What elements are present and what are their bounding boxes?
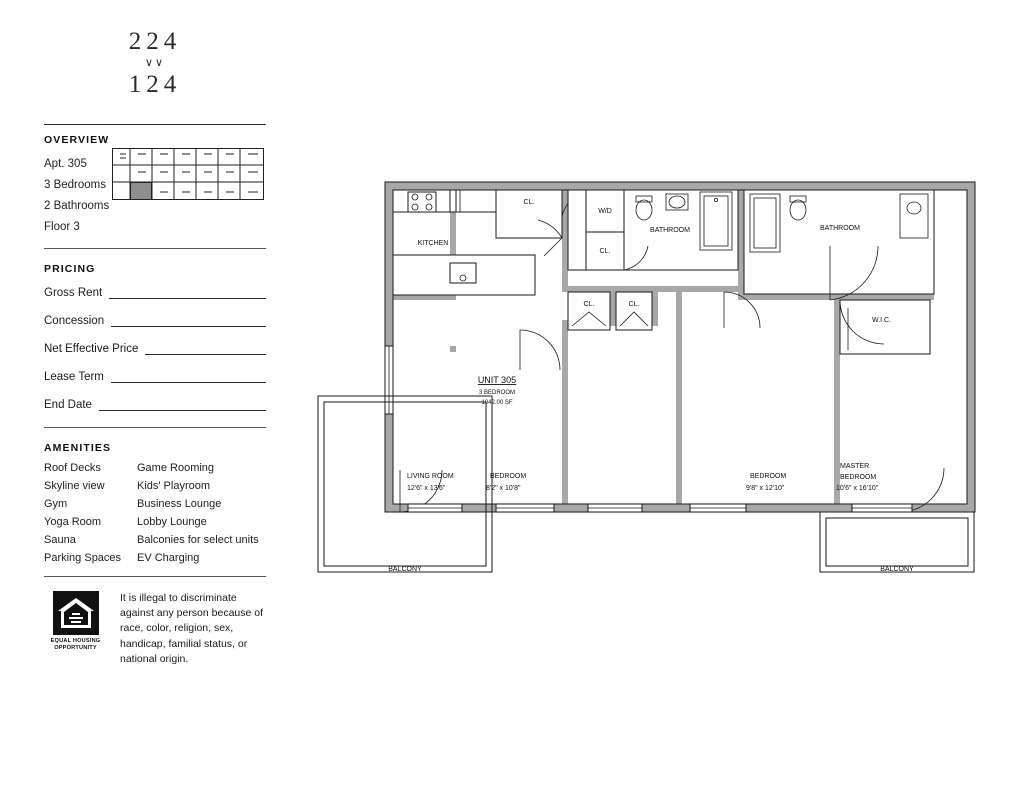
pricing-label-end-date: End Date <box>44 398 92 411</box>
master-label-2: BEDROOM <box>840 474 877 481</box>
amenity-item: EV Charging <box>137 551 200 564</box>
amenities-grid <box>44 462 266 564</box>
pricing-label-concession: Concession <box>44 314 105 327</box>
living-room-dims: 12'6" x 13'6" <box>407 485 446 492</box>
eho-caption-line2: OPPORTUNITY <box>54 644 97 651</box>
equal-housing-icon <box>53 591 99 635</box>
svg-text:CL.: CL. <box>583 301 595 308</box>
svg-text:BATHROOM: BATHROOM <box>820 225 860 232</box>
amenity-item: Sauna <box>44 533 76 546</box>
legal-disclaimer: It is illegal to discriminate against any person because of race, color, religion, sex, handicap, familial status, or national origin. <box>120 591 264 666</box>
pricing-row-concession <box>44 315 266 327</box>
pricing-value-net-effective-price[interactable] <box>145 345 266 355</box>
pricing-label-gross-rent: Gross Rent <box>44 286 103 299</box>
master-label-1: MASTER <box>840 463 870 470</box>
amenities-heading: AMENITIES <box>44 441 112 454</box>
divider-pricing <box>44 427 266 428</box>
overview-line-bathrooms: 2 Bathrooms <box>44 199 110 212</box>
unit-title: UNIT 305 <box>477 375 517 385</box>
balcony-left-label: BALCONY <box>388 566 422 573</box>
svg-text:BATHROOM: BATHROOM <box>650 227 690 234</box>
sidebar <box>44 20 266 668</box>
bedroom3-label: BEDROOM <box>750 473 787 480</box>
amenity-item: Kids' Playroom <box>137 479 211 492</box>
amenity-item: Yoga Room <box>44 515 102 528</box>
svg-text:CL.: CL. <box>523 199 535 206</box>
amenity-item: Parking Spaces <box>44 551 122 564</box>
overview-heading: OVERVIEW <box>44 133 110 146</box>
svg-text:CL.: CL. <box>628 301 640 308</box>
divider-overview <box>44 248 266 249</box>
pricing-row-net-effective-price <box>44 343 266 355</box>
pricing-label-lease-term: Lease Term <box>44 370 104 383</box>
logo-top-text: 224 <box>128 28 182 55</box>
unit-sub-area: 1042.00 SF <box>481 400 513 406</box>
logo-divider-mark: ∨∨ <box>144 56 166 69</box>
pricing-row-lease-term <box>44 371 266 383</box>
key-plan-diagram <box>112 148 264 200</box>
bedroom2-label: BEDROOM <box>490 473 527 480</box>
footer <box>44 591 266 668</box>
logo <box>44 20 266 100</box>
pricing-value-gross-rent[interactable] <box>109 289 266 299</box>
master-dims: 10'6" x 16'10" <box>836 485 879 492</box>
pricing-value-end-date[interactable] <box>99 401 266 411</box>
overview-line-bedrooms: 3 Bedrooms <box>44 178 107 191</box>
amenity-item: Roof Decks <box>44 461 101 474</box>
bedroom2-dims: 8'2" x 10'8" <box>486 485 521 492</box>
bedroom3-dims: 9'8" x 12'10" <box>746 485 785 492</box>
svg-text:KITCHEN: KITCHEN <box>417 240 449 247</box>
overview-line-apt: Apt. 305 <box>44 157 87 170</box>
pricing-value-concession[interactable] <box>111 317 266 327</box>
amenity-item: Business Lounge <box>137 497 222 510</box>
pricing-label-net-effective-price: Net Effective Price <box>44 342 139 355</box>
eho-caption-line1: EQUAL HOUSING <box>50 637 101 644</box>
pricing-list <box>44 287 266 411</box>
unit-sub-type: 3 BEDROOM <box>478 390 516 396</box>
amenity-item: Lobby Lounge <box>137 515 207 528</box>
living-room-label: LIVING ROOM <box>407 473 454 480</box>
overview-line-floor: Floor 3 <box>44 220 80 233</box>
pricing-row-gross-rent <box>44 287 266 299</box>
amenity-item: Skyline view <box>44 479 105 492</box>
floorplan-drawing <box>300 160 990 600</box>
pricing-heading: PRICING <box>44 262 96 275</box>
svg-text:W/D: W/D <box>598 208 612 215</box>
divider-top <box>44 124 266 125</box>
amenity-item: Balconies for select units <box>137 533 259 546</box>
logo-bottom-text: 124 <box>128 70 182 98</box>
balcony-right-label: BALCONY <box>880 566 914 573</box>
equal-housing-opportunity <box>44 591 107 652</box>
svg-text:W.I.C.: W.I.C. <box>872 317 892 324</box>
pricing-row-end-date <box>44 399 266 411</box>
amenity-item: Gym <box>44 497 68 510</box>
pricing-value-lease-term[interactable] <box>111 373 266 383</box>
divider-amenities <box>44 576 266 577</box>
svg-text:CL.: CL. <box>599 248 611 255</box>
amenity-item: Game Rooming <box>137 461 215 474</box>
equal-housing-caption <box>44 638 107 652</box>
